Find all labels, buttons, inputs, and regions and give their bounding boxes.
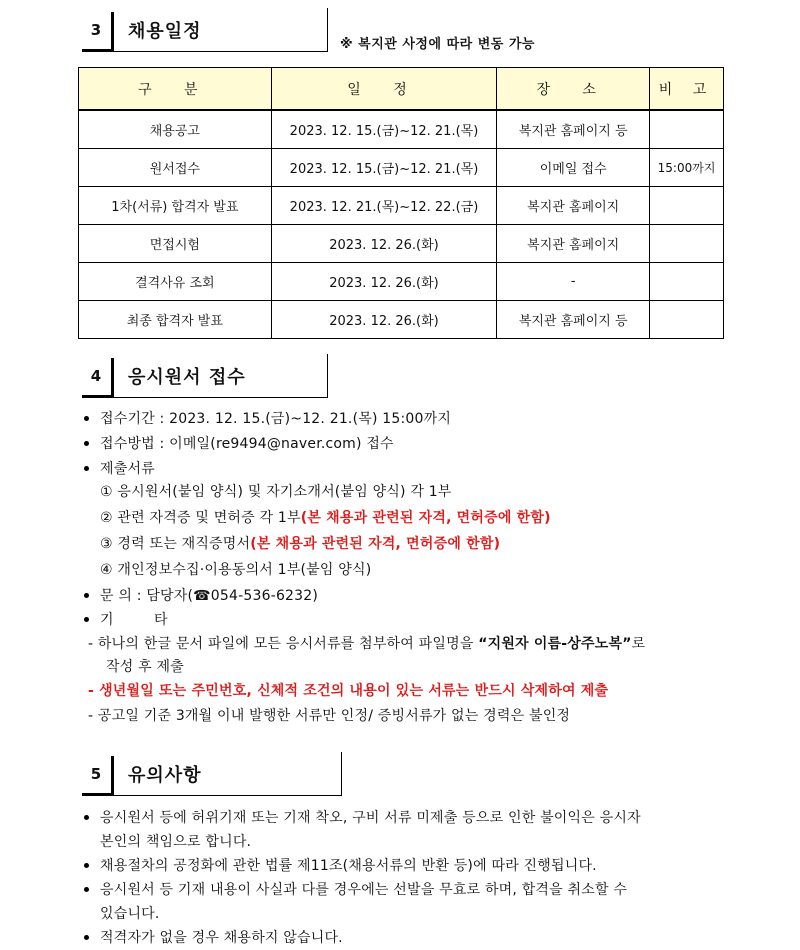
table-cell: 채용공고 — [79, 110, 272, 149]
document-note: (본 채용과 관련된 자격, 면허증에 한함) — [250, 536, 501, 552]
schedule-table — [78, 67, 724, 339]
table-row — [79, 110, 724, 149]
filename-format: “지원자 이름-상주노복” — [478, 636, 632, 652]
section-number: 4 — [78, 354, 114, 398]
section-title: 채용일정 — [114, 8, 328, 52]
table-cell — [650, 301, 724, 339]
table-cell: 최종 합격자 발표 — [79, 301, 272, 339]
header-cell: 장 소 — [497, 68, 650, 111]
notice-item: 응시원서 등에 허위기재 또는 기재 착오, 구비 서류 미제출 등으로 인한 불이익은 응시자 — [100, 810, 641, 826]
etc-text: 로 — [631, 636, 646, 652]
table-cell: 1차(서류) 합격자 발표 — [79, 187, 272, 225]
table-cell: 15:00까지 — [650, 149, 724, 187]
table-cell: 2023. 12. 26.(화) — [271, 225, 497, 263]
section-3-heading — [78, 8, 328, 52]
application-period: 접수기간 : 2023. 12. 15.(금)~12. 21.(목) 15:00까지 — [100, 411, 452, 427]
table-cell — [650, 187, 724, 225]
documents-label: 제출서류 — [100, 461, 155, 477]
table-row — [79, 187, 724, 225]
notice-item-cont: 있습니다. — [100, 906, 160, 922]
section-number: 3 — [78, 8, 114, 52]
table-cell: - — [497, 263, 650, 301]
bullet — [84, 441, 89, 446]
notice-item: 응시원서 등 기재 내용이 사실과 다를 경우에는 선발을 무효로 하며, 합격을 취소할 수 — [100, 882, 628, 898]
etc-text: - 하나의 한글 문서 파일에 모든 응시서류를 첨부하여 파일명을 — [88, 636, 479, 652]
table-cell: 2023. 12. 26.(화) — [271, 263, 497, 301]
etc-item — [88, 633, 645, 653]
etc-item-warning: - 생년월일 또는 주민번호, 신체적 조건의 내용이 있는 서류는 반드시 삭제하여 제출 — [88, 683, 609, 699]
etc-item: - 공고일 기준 3개월 이내 발행한 서류만 인정/ 증빙서류가 없는 경력은 불인정 — [88, 708, 571, 724]
table-cell — [650, 263, 724, 301]
table-cell: 복지관 홈페이지 등 — [497, 110, 650, 149]
phone-icon: ☎ — [193, 588, 211, 604]
table-cell — [650, 225, 724, 263]
table-cell: 원서접수 — [79, 149, 272, 187]
notice-item-cont: 본인의 책임으로 합니다. — [100, 834, 252, 850]
table-row — [79, 301, 724, 339]
document-text: ② 관련 자격증 및 면허증 각 1부 — [100, 510, 301, 526]
document-item: ① 응시원서(붙임 양식) 및 자기소개서(붙임 양식) 각 1부 — [100, 484, 452, 500]
notice-item: 적격자가 없을 경우 채용하지 않습니다. — [100, 930, 343, 946]
table-row — [79, 149, 724, 187]
schedule-note: ※ 복지관 사정에 따라 변동 가능 — [340, 37, 535, 52]
header-cell: 구 분 — [79, 68, 272, 111]
section-5-heading — [78, 752, 342, 796]
bullet — [84, 416, 89, 421]
table-cell: 2023. 12. 26.(화) — [271, 301, 497, 339]
section-title: 응시원서 접수 — [114, 354, 328, 398]
application-method: 접수방법 : 이메일(re9494@naver.com) 접수 — [100, 436, 394, 452]
table-cell: 2023. 12. 15.(금)~12. 21.(목) — [271, 110, 497, 149]
bullet — [84, 887, 89, 892]
table-cell: 면접시험 — [79, 225, 272, 263]
table-cell: 복지관 홈페이지 — [497, 225, 650, 263]
table-cell: 2023. 12. 15.(금)~12. 21.(목) — [271, 149, 497, 187]
document-text: ③ 경력 또는 재직증명서 — [100, 536, 251, 552]
contact-line — [100, 585, 318, 605]
document-item — [100, 533, 500, 553]
section-4-heading — [78, 354, 328, 398]
table-row — [79, 225, 724, 263]
document-item — [100, 507, 551, 527]
header-cell: 비 고 — [650, 68, 724, 111]
bullet — [84, 863, 89, 868]
bullet — [84, 815, 89, 820]
document-note: (본 채용과 관련된 자격, 면허증에 한함) — [300, 510, 551, 526]
bullet — [84, 617, 89, 622]
table-cell: 이메일 접수 — [497, 149, 650, 187]
contact-label: 문 의 : 담당자( — [100, 588, 194, 604]
bullet — [84, 593, 89, 598]
contact-phone: 054-536-6232) — [210, 588, 319, 604]
table-cell: 복지관 홈페이지 등 — [497, 301, 650, 339]
table-cell — [650, 110, 724, 149]
section-title: 유의사항 — [114, 752, 342, 796]
bullet — [84, 466, 89, 471]
header-cell: 일 정 — [271, 68, 497, 111]
bullet — [84, 935, 89, 940]
document-item: ④ 개인정보수집·이용동의서 1부(붙임 양식) — [100, 562, 372, 578]
table-cell: 2023. 12. 21.(목)~12. 22.(금) — [271, 187, 497, 225]
etc-item-cont: 작성 후 제출 — [106, 659, 184, 675]
notice-item: 채용절차의 공정화에 관한 법률 제11조(채용서류의 반환 등)에 따라 진행됩니다. — [100, 858, 597, 874]
table-cell: 복지관 홈페이지 — [497, 187, 650, 225]
section-number: 5 — [78, 752, 114, 796]
table-header-row — [79, 68, 724, 111]
table-row — [79, 263, 724, 301]
etc-label: 기 타 — [100, 612, 186, 628]
table-cell: 결격사유 조회 — [79, 263, 272, 301]
